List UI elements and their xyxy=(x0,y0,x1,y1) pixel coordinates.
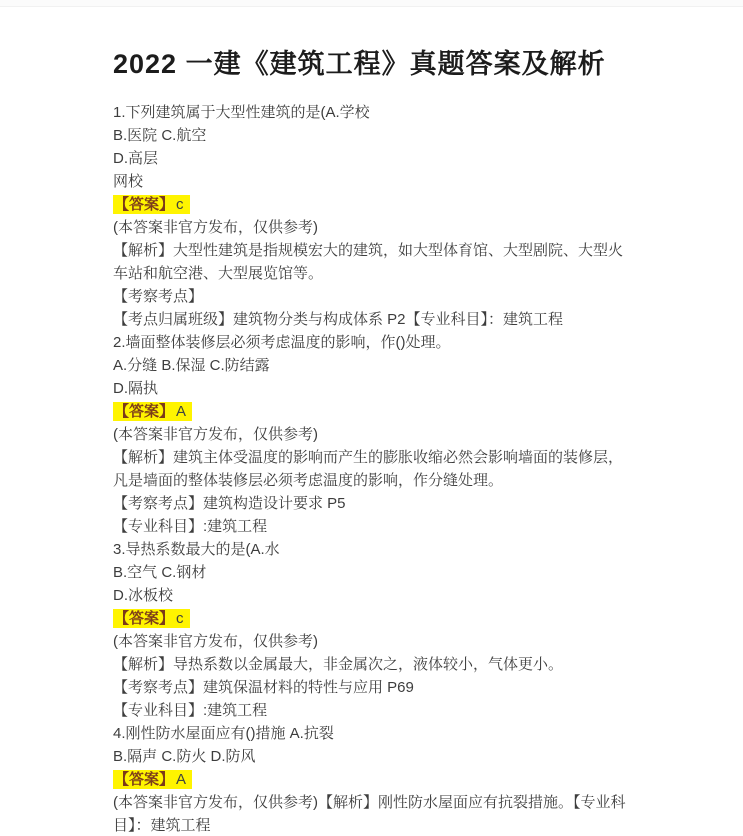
document-line-12: D.隔执 xyxy=(113,380,159,397)
document-line-17: 【专业科目】:建筑工程 xyxy=(113,518,268,535)
document-line-25: 【专业科目】:建筑工程 xyxy=(113,702,268,719)
document-line-18: 3.导热系数最大的是(A.水 xyxy=(113,541,280,558)
document-line-3: D.高层 xyxy=(113,150,159,167)
answer-highlight xyxy=(113,195,190,214)
answer-highlight xyxy=(113,770,192,789)
answer-highlight xyxy=(113,609,190,628)
document-line-29: (本答案非官方发布，仅供参考)【解析】刚性防水屋面应有抗裂措施。【专业科目】：建筑工程 xyxy=(113,794,626,834)
document-line-22: (本答案非官方发布，仅供参考) xyxy=(113,633,318,650)
document-line-10: 2.墙面整体装修层必须考虑温度的影响，作()处理。 xyxy=(113,334,451,351)
document-title: 2022 一建《建筑工程》真题答案及解析 xyxy=(113,49,606,79)
document-line-21 xyxy=(113,607,637,630)
answer-label: 【答案】 xyxy=(114,610,175,627)
document-line-26: 4.刚性防水屋面应有()措施 A.抗裂 xyxy=(113,725,334,742)
document-line-27: B.隔声 C.防火 D.防风 xyxy=(113,748,256,765)
document-line-8: 【考察考点】 xyxy=(113,288,204,305)
document-line-11: A.分缝 B.保湿 C.防结露 xyxy=(113,357,270,374)
document-line-2: B.医院 C.航空 xyxy=(113,127,207,144)
answer-highlight xyxy=(113,402,192,421)
answer-value: A xyxy=(176,771,187,788)
answer-label: 【答案】 xyxy=(114,196,175,213)
document-line-13 xyxy=(113,400,637,423)
document-line-14: (本答案非官方发布，仅供参考) xyxy=(113,426,318,443)
answer-value: c xyxy=(176,610,184,627)
document-line-1: 1.下列建筑属于大型性建筑的是(A.学校 xyxy=(113,104,370,121)
answer-label: 【答案】 xyxy=(114,403,175,420)
answer-label: 【答案】 xyxy=(114,771,175,788)
document-line-6: (本答案非官方发布，仅供参考) xyxy=(113,219,318,236)
document-line-23: 【解析】导热系数以金属最大，非金属次之，液体较小，气体更小。 xyxy=(113,656,564,673)
page-top-edge xyxy=(0,0,743,7)
document-line-7: 【解析】大型性建筑是指规模宏大的建筑，如大型体育馆、大型剧院、大型火车站和航空港、大型展览馆等。 xyxy=(113,242,624,282)
document-line-5 xyxy=(113,193,637,216)
answer-value: c xyxy=(176,196,184,213)
document-body xyxy=(113,101,637,836)
document-line-24: 【考察考点】建筑保温材料的特性与应用 P69 xyxy=(113,679,414,696)
document-line-28 xyxy=(113,768,637,791)
document-line-15: 【解析】建筑主体受温度的影响而产生的膨胀收缩必然会影响墙面的装修层，凡是墙面的整体装修层必须考虑温度的影响，作分缝处理。 xyxy=(113,449,624,489)
document-line-4: 网校 xyxy=(113,173,144,190)
answer-value: A xyxy=(176,403,187,420)
document-line-19: B.空气 C.钢材 xyxy=(113,564,207,581)
document-line-9: 【考点归属班级】建筑物分类与构成体系 P2【专业科目】：建筑工程 xyxy=(113,311,564,328)
document-line-16: 【考察考点】建筑构造设计要求 P5 xyxy=(113,495,346,512)
document-line-20: D.冰板校 xyxy=(113,587,174,604)
